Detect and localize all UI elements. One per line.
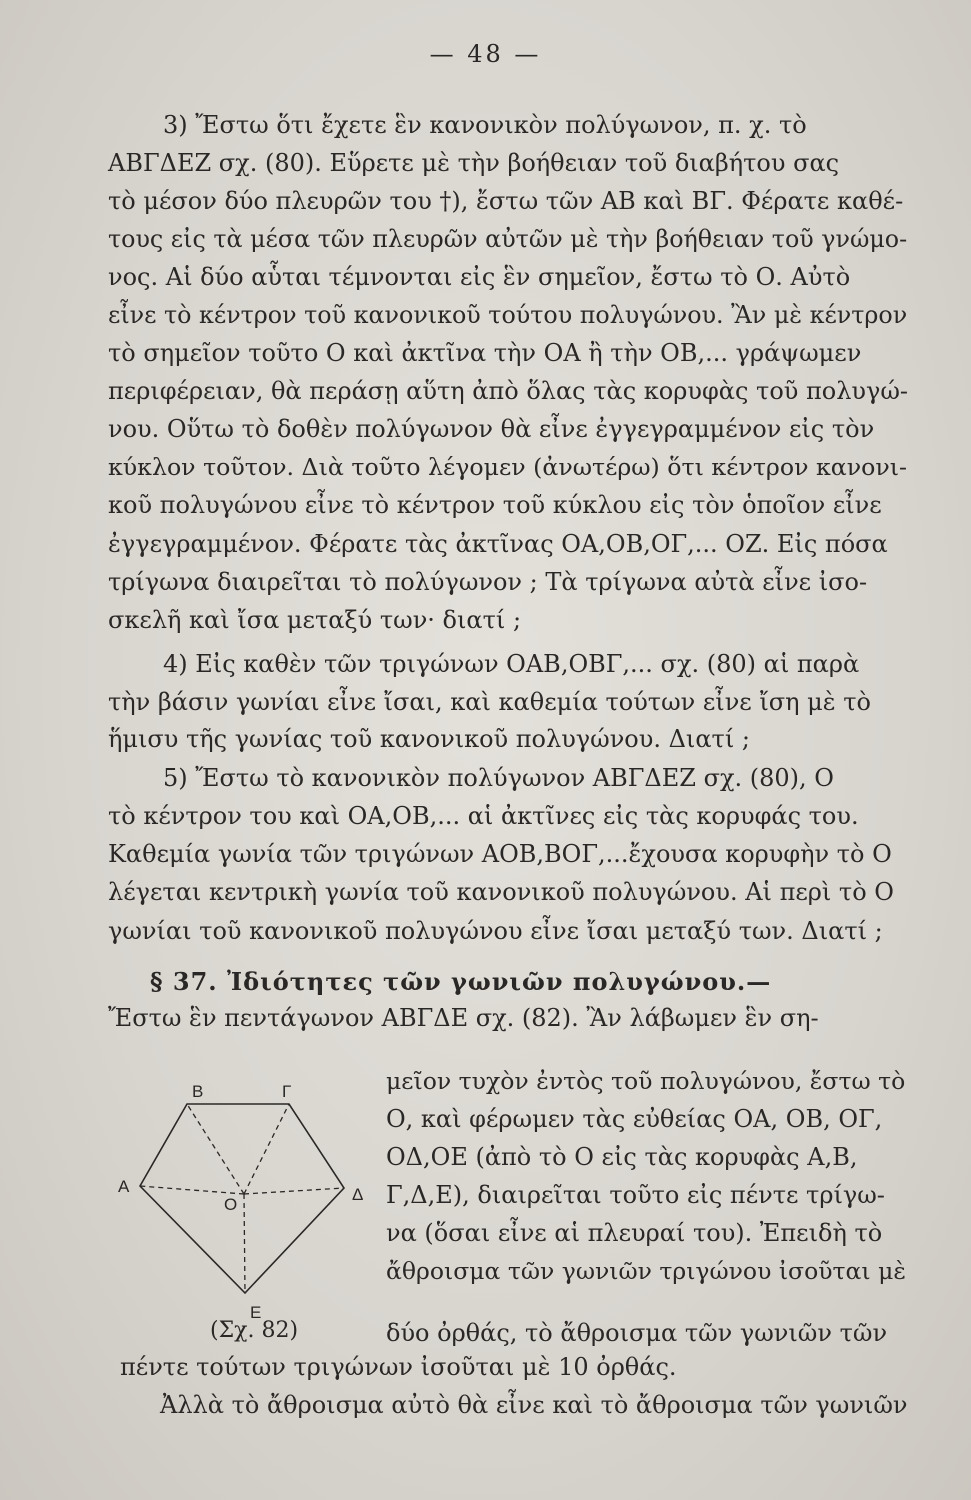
label-G: Γ [282, 1082, 292, 1101]
text-line [108, 224, 908, 254]
line-text: 3) Ἔστω ὅτι ἔχετε ἓν κανονικὸν πολύγωνον, π. χ. τὸ [163, 111, 807, 139]
pentagon-outline [140, 1104, 344, 1293]
text-line [108, 186, 908, 216]
text-line [160, 1390, 960, 1420]
line-text: νου. Οὕτω τὸ δοθὲν πολύγωνον θὰ εἶνε ἐγγεγραμμένον εἰς τὸν [108, 415, 875, 443]
line-text: Καθεμία γωνία τῶν τριγώνων ΑΟΒ,ΒΟΓ,...ἔχουσα κορυφὴν τὸ Ο [108, 840, 892, 868]
line-text: νος. Αἱ δύο αὗται τέμνονται εἰς ἓν σημεῖον, ἔστω τὸ Ο. Αὐτὸ [108, 263, 851, 291]
label-D: Δ [352, 1185, 364, 1204]
label-B: Β [192, 1082, 204, 1101]
line-text: ΑΒΓΔΕΖ σχ. (80). Εὕρετε μὲ τὴν βοήθειαν τοῦ διαβήτου σας [108, 149, 840, 177]
text-line [108, 376, 908, 406]
line-text: κύκλον τοῦτον. Διὰ τοῦτο λέγομεν (ἀνωτέρω) ὅτι κέντρον κανονι- [108, 453, 907, 481]
label-E: Ε [250, 1303, 262, 1322]
line-text: 5) Ἔστω τὸ κανονικὸν πολύγωνον ΑΒΓΔΕΖ σχ. (80), Ο [163, 764, 834, 792]
wrapped-text-line [386, 1218, 882, 1248]
text-line [108, 262, 908, 292]
line-text: Ἀλλὰ τὸ ἄθροισμα αὐτὸ θὰ εἶνε καὶ τὸ ἄθροισμα τῶν γωνιῶν [160, 1391, 908, 1419]
text-line [108, 877, 908, 907]
line-text: τὸ σημεῖον τοῦτο Ο καὶ ἀκτῖνα τὴν ΟΑ ἢ τὴν ΟΒ,... γράψωμεν [108, 339, 862, 367]
text-line [108, 414, 908, 444]
text-line [108, 687, 908, 717]
text-line [108, 839, 908, 869]
page-number: — 48 — [429, 40, 542, 68]
text-line [150, 967, 908, 997]
pentagon-figure [112, 1082, 374, 1327]
text-line [108, 529, 908, 559]
line-text: περιφέρειαν, θὰ περάσῃ αὕτη ἀπὸ ὅλας τὰς κορυφὰς τοῦ πολυγώ- [108, 377, 909, 405]
line-text: λέγεται κεντρικὴ γωνία τοῦ κανονικοῦ πολυγώνου. Αἱ περὶ τὸ Ο [108, 878, 894, 906]
text-line [108, 605, 908, 635]
line-text: Γ,Δ,Ε), διαιρεῖται τοῦτο εἰς πέντε τρίγω- [386, 1181, 885, 1209]
line-text: να (ὅσαι εἶνε αἱ πλευραί του). Ἐπειδὴ τὸ [386, 1219, 883, 1247]
wrapped-text-line [386, 1318, 887, 1348]
line-text: Ο, καὶ φέρωμεν τὰς εὐθείας ΟΑ, ΟΒ, ΟΓ, [386, 1105, 883, 1133]
text-line [108, 567, 908, 597]
text-line [108, 916, 908, 946]
text-line [163, 763, 908, 793]
wrapped-text-line [386, 1066, 905, 1096]
wrapped-text-line [386, 1142, 857, 1172]
line-text: § 37. Ἰδιότητες τῶν γωνιῶν πολυγώνου.— [150, 967, 772, 996]
text-line [108, 148, 908, 178]
line-text: εἶνε τὸ κέντρον τοῦ κανονικοῦ τούτου πολυγώνου. Ἂν μὲ κέντρον [108, 301, 908, 329]
line-text: τὴν βάσιν γωνίαι εἶνε ἴσαι, καὶ καθεμία τούτων εἶνε ἴση μὲ τὸ [108, 688, 871, 716]
text-line [108, 724, 908, 754]
wrapped-text-line [386, 1256, 906, 1286]
text-line [108, 490, 908, 520]
line-text: τρίγωνα διαιρεῖται τὸ πολύγωνον ; Τὰ τρίγωνα αὐτὰ εἶνε ἰσο- [108, 568, 868, 596]
line-text: ἥμισυ τῆς γωνίας τοῦ κανονικοῦ πολυγώνου. Διατί ; [108, 725, 750, 753]
line-text: ΟΔ,ΟΕ (ἀπὸ τὸ Ο εἰς τὰς κορυφὰς Α,Β, [386, 1143, 858, 1171]
figure-caption: (Σχ. 82) [210, 1318, 299, 1343]
text-line [108, 801, 908, 831]
segment-OB [187, 1104, 244, 1194]
line-text: γωνίαι τοῦ κανονικοῦ πολυγώνου εἶνε ἴσαι μεταξύ των. Διατί ; [108, 917, 883, 945]
text-line [108, 452, 908, 482]
line-text: τους εἰς τὰ μέσα τῶν πλευρῶν αὐτῶν μὲ τὴν βοήθειαν τοῦ γνώμο- [108, 225, 908, 253]
pentagon-diagram [112, 1082, 374, 1327]
line-text: Ἔστω ἓν πεντάγωνον ΑΒΓΔΕ σχ. (82). Ἂν λάβωμεν ἓν ση- [108, 1004, 819, 1032]
segment-OG [244, 1104, 289, 1194]
segment-OE [244, 1194, 245, 1293]
line-text: τὸ κέντρον του καὶ ΟΑ,ΟΒ,... αἱ ἀκτῖνες εἰς τὰς κορυφάς του. [108, 802, 859, 830]
label-O: Ο [224, 1195, 238, 1214]
line-text: 4) Εἰς καθὲν τῶν τριγώνων ΟΑΒ,ΟΒΓ,... σχ. (80) αἱ παρὰ [163, 650, 860, 678]
text-line [163, 110, 908, 140]
text-line [108, 1003, 908, 1033]
segment-OA [140, 1186, 244, 1194]
line-text: μεῖον τυχὸν ἐντὸς τοῦ πολυγώνου, ἔστω τὸ [386, 1067, 906, 1095]
line-text: δύο ὀρθάς, τὸ ἄθροισμα τῶν γωνιῶν τῶν [386, 1319, 888, 1347]
wrapped-text-line [386, 1180, 885, 1210]
text-line [108, 300, 908, 330]
line-text: πέντε τούτων τριγώνων ἰσοῦται μὲ 10 ὀρθάς. [120, 1353, 677, 1381]
line-text: ἐγγεγραμμένον. Φέρατε τὰς ἀκτῖνας ΟΑ,ΟΒ,ΟΓ,... ΟΖ. Εἰς πόσα [108, 530, 888, 558]
label-A: Α [118, 1177, 130, 1196]
text-line [163, 649, 908, 679]
line-text: κοῦ πολυγώνου εἶνε τὸ κέντρον τοῦ κύκλου εἰς τὸν ὁποῖον εἶνε [108, 491, 882, 519]
segment-OD [244, 1188, 344, 1194]
text-line [108, 338, 908, 368]
line-text: ἄθροισμα τῶν γωνιῶν τριγώνου ἰσοῦται μὲ [386, 1257, 906, 1285]
text-line [120, 1352, 920, 1382]
wrapped-text-line [386, 1104, 882, 1134]
line-text: σκελῆ καὶ ἴσα μεταξύ των· διατί ; [108, 606, 522, 634]
line-text: τὸ μέσον δύο πλευρῶν του †), ἔστω τῶν ΑΒ καὶ ΒΓ. Φέρατε καθέ- [108, 187, 904, 215]
